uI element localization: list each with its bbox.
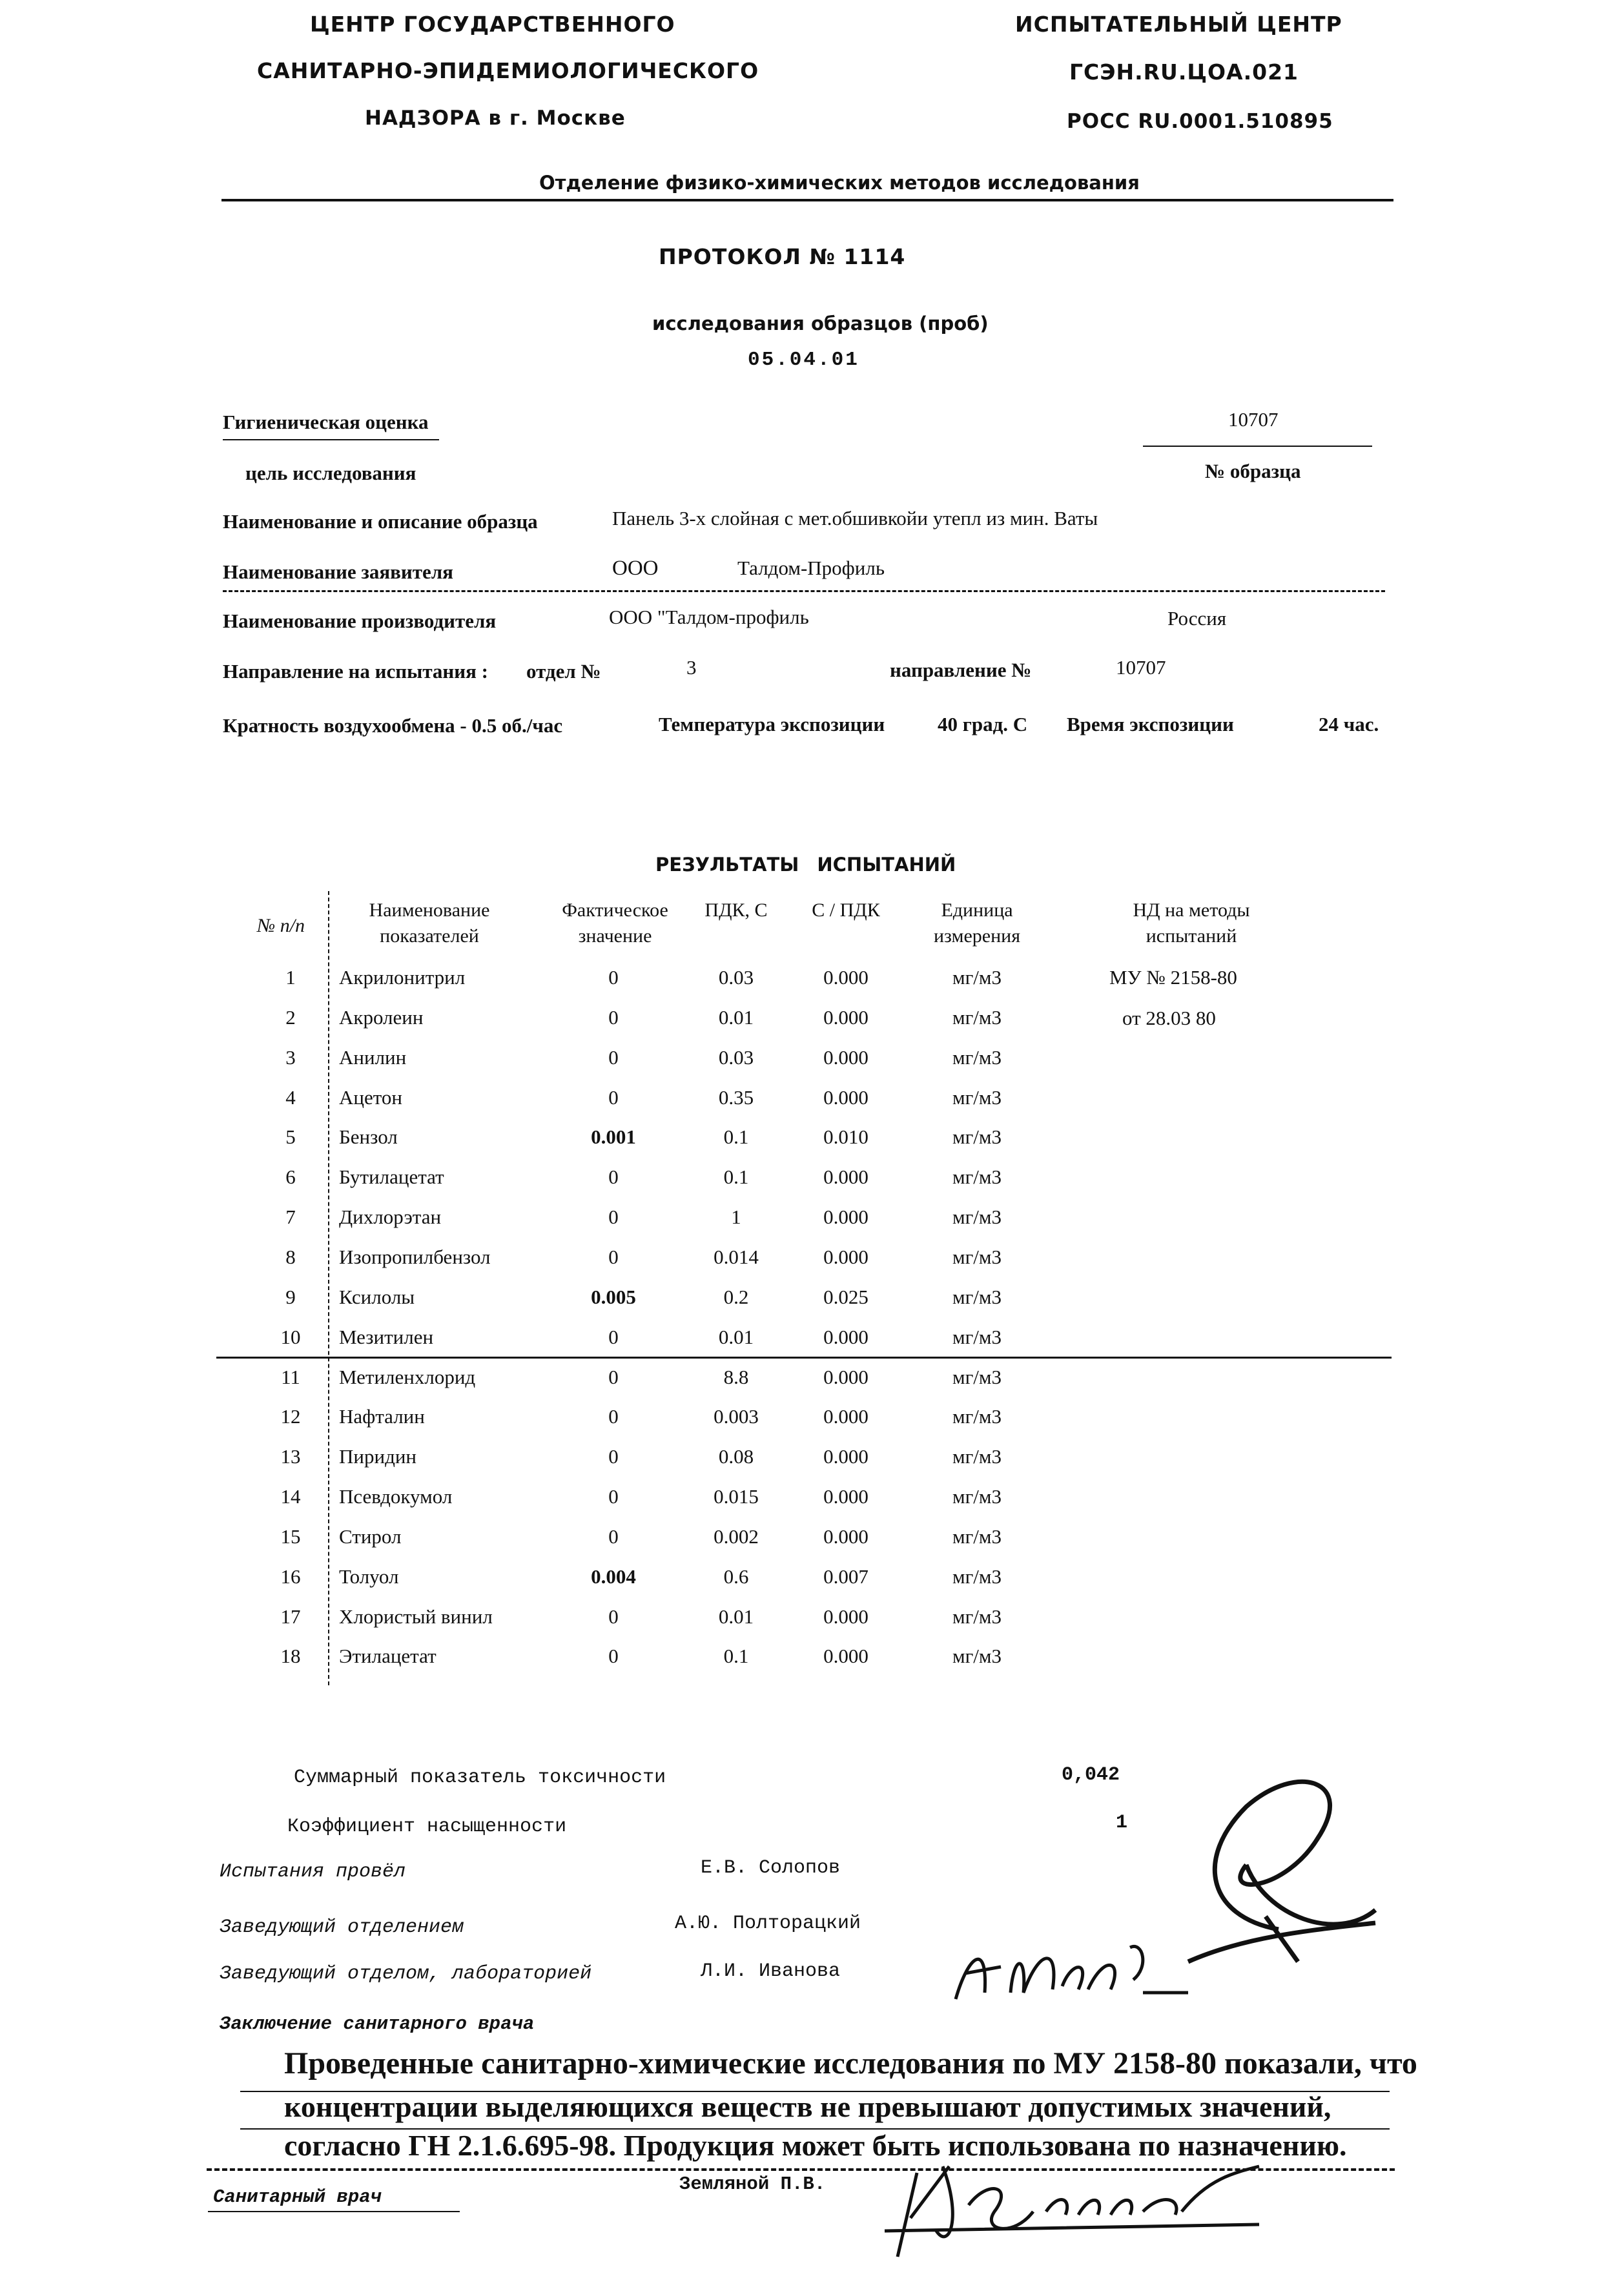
number-underline xyxy=(1143,446,1372,447)
row-pdk-value: 0.01 xyxy=(718,1325,754,1348)
row-unit: мг/м3 xyxy=(952,1525,1002,1548)
row-name: Псевдокумол xyxy=(339,1485,453,1508)
row-ratio-value: 0.000 xyxy=(823,1045,869,1069)
row-name: Дихлорэтан xyxy=(339,1206,442,1229)
row-unit: мг/м3 xyxy=(952,1085,1002,1109)
doctor-underline xyxy=(208,2211,460,2212)
row-ratio-value: 0.000 xyxy=(823,1405,869,1428)
row-unit: мг/м3 xyxy=(952,1445,1002,1468)
protocol-title: ПРОТОКОЛ № 1114 xyxy=(659,244,906,269)
conclusion-line-1: Проведенные санитарно-химические исследования по МУ 2158-80 показали, что xyxy=(284,2046,1417,2080)
temp-value: 40 град. С xyxy=(938,713,1028,735)
row-fact-value: 0.001 xyxy=(591,1125,636,1149)
time-value: 24 час. xyxy=(1319,713,1379,735)
header-divider xyxy=(221,199,1393,201)
row-name: Ксилолы xyxy=(339,1285,415,1308)
col-number: № п/п xyxy=(256,915,305,936)
row-pdk-value: 0.2 xyxy=(723,1285,749,1308)
row-pdk-value: 8.8 xyxy=(723,1365,749,1388)
row-number: 6 xyxy=(285,1166,296,1189)
row-fact-value: 0 xyxy=(608,1605,619,1628)
row-name: Хлористый винил xyxy=(339,1605,493,1628)
head-dept-name: А.Ю. Полторацкий xyxy=(675,1913,861,1935)
row-number: 2 xyxy=(285,1005,296,1029)
row-name: Мезитилен xyxy=(339,1325,434,1348)
saturation-label: Коэффициент насыщенности xyxy=(287,1816,567,1838)
hygiene-label: Гигиеническая оценка xyxy=(223,411,429,433)
row-unit: мг/м3 xyxy=(952,1645,1002,1668)
row-ratio-value: 0.010 xyxy=(823,1125,869,1149)
sample-label: Наименование и описание образца xyxy=(223,510,538,533)
row-fact-value: 0 xyxy=(608,1645,619,1668)
row-ratio-value: 0.000 xyxy=(823,966,869,989)
row-fact-value: 0 xyxy=(608,1525,619,1548)
row-unit: мг/м3 xyxy=(952,1166,1002,1189)
row-fact-value: 0.004 xyxy=(591,1565,636,1588)
signature-head-dept xyxy=(949,1928,1195,2012)
row-ratio-value: 0.000 xyxy=(823,1085,869,1109)
sample-no-label: № образца xyxy=(1205,460,1301,482)
protocol-date: 05.04.01 xyxy=(748,349,859,371)
row-ratio-value: 0.000 xyxy=(823,1365,869,1388)
applicant-name: Талдом-Профиль xyxy=(737,557,885,579)
direction-no-label: направление № xyxy=(890,659,1032,681)
row-pdk-value: 0.015 xyxy=(714,1485,759,1508)
org-line-1: ЦЕНТР ГОСУДАРСТВЕННОГО xyxy=(310,12,675,37)
org-line-2: САНИТАРНО-ЭПИДЕМИОЛОГИЧЕСКОГО xyxy=(257,58,759,83)
row-pdk-value: 0.002 xyxy=(714,1525,759,1548)
tested-name: Е.В. Солопов xyxy=(701,1857,841,1879)
row-number: 14 xyxy=(280,1485,301,1508)
row-unit: мг/м3 xyxy=(952,966,1002,989)
row-name: Бутилацетат xyxy=(339,1166,444,1189)
row-ratio-value: 0.000 xyxy=(823,1166,869,1189)
table-column-rule xyxy=(328,891,329,1685)
col-ratio: С / ПДК xyxy=(812,899,880,921)
row-ratio-value: 0.007 xyxy=(823,1565,869,1588)
dept-label: отдел № xyxy=(526,660,601,683)
table-page-divider xyxy=(216,1357,1392,1359)
hygiene-underline xyxy=(223,439,439,440)
col-pdk: ПДК, С xyxy=(704,899,768,921)
row-pdk-value: 0.01 xyxy=(718,1005,754,1029)
row-number: 15 xyxy=(280,1525,301,1548)
center-line-3: РОСС RU.0001.510895 xyxy=(1067,110,1333,133)
row-number: 12 xyxy=(280,1405,301,1428)
col-unit: Единица измерения xyxy=(933,899,1020,947)
conclusion-line-2: концентрации выделяющихся веществ не превышают допустимых значений, xyxy=(284,2090,1331,2123)
department-title: Отделение физико-химических методов исследования xyxy=(539,172,1140,194)
manufacturer-value: ООО "Талдом-профиль xyxy=(609,606,809,628)
row-pdk-value: 0.1 xyxy=(723,1645,749,1668)
row-pdk-value: 0.003 xyxy=(714,1405,759,1428)
row-number: 13 xyxy=(280,1445,301,1468)
col-name: Наименование показателей xyxy=(369,899,490,947)
row-name: Акрилонитрил xyxy=(339,966,466,989)
head-dept-label: Заведующий отделением xyxy=(220,1916,464,1938)
row-ratio-value: 0.025 xyxy=(823,1285,869,1308)
row-ratio-value: 0.000 xyxy=(823,1445,869,1468)
center-line-1: ИСПЫТАТЕЛЬНЫЙ ЦЕНТР xyxy=(1015,12,1342,37)
row-fact-value: 0 xyxy=(608,966,619,989)
row-unit: мг/м3 xyxy=(952,1285,1002,1308)
row-pdk-value: 0.03 xyxy=(718,1045,754,1069)
row-pdk-value: 0.03 xyxy=(718,966,754,989)
row-unit: мг/м3 xyxy=(952,1045,1002,1069)
row-ratio-value: 0.000 xyxy=(823,1525,869,1548)
row-number: 3 xyxy=(285,1045,296,1069)
row-fact-value: 0 xyxy=(608,1085,619,1109)
row-fact-value: 0 xyxy=(608,1325,619,1348)
row-fact-value: 0 xyxy=(608,1245,619,1268)
applicant-divider xyxy=(223,590,1385,592)
hygiene-number: 10707 xyxy=(1228,408,1279,431)
method-ref-1: МУ № 2158-80 xyxy=(1109,966,1237,989)
row-ratio-value: 0.000 xyxy=(823,1005,869,1029)
signature-tested xyxy=(1169,1768,1388,1975)
row-name: Толуол xyxy=(339,1565,399,1588)
time-label: Время экспозиции xyxy=(1067,713,1234,735)
row-unit: мг/м3 xyxy=(952,1605,1002,1628)
row-pdk-value: 0.014 xyxy=(714,1245,759,1268)
row-ratio-value: 0.000 xyxy=(823,1645,869,1668)
row-pdk-value: 0.1 xyxy=(723,1125,749,1149)
row-name: Пиридин xyxy=(339,1445,417,1468)
row-fact-value: 0 xyxy=(608,1045,619,1069)
row-number: 16 xyxy=(280,1565,301,1588)
conclusion-label: Заключение санитарного врача xyxy=(220,2013,535,2035)
row-name: Акролеин xyxy=(339,1005,424,1029)
row-ratio-value: 0.000 xyxy=(823,1206,869,1229)
row-ratio-value: 0.000 xyxy=(823,1245,869,1268)
temp-label: Температура экспозиции xyxy=(659,713,885,735)
dept-value: 3 xyxy=(686,656,697,679)
row-number: 9 xyxy=(285,1285,296,1308)
row-number: 8 xyxy=(285,1245,296,1268)
row-fact-value: 0 xyxy=(608,1005,619,1029)
results-title: РЕЗУЛЬТАТЫ ИСПЫТАНИЙ xyxy=(655,854,956,876)
row-fact-value: 0 xyxy=(608,1166,619,1189)
row-unit: мг/м3 xyxy=(952,1485,1002,1508)
head-lab-name: Л.И. Иванова xyxy=(701,1960,841,1982)
toxicity-label: Суммарный показатель токсичности xyxy=(294,1767,666,1789)
saturation-value: 1 xyxy=(1116,1812,1128,1834)
row-fact-value: 0.005 xyxy=(591,1285,636,1308)
row-name: Этилацетат xyxy=(339,1645,437,1668)
row-unit: мг/м3 xyxy=(952,1365,1002,1388)
col-method: НД на методы испытаний xyxy=(1133,899,1250,947)
row-number: 18 xyxy=(280,1645,301,1668)
doctor-name: Земляной П.В. xyxy=(679,2173,826,2195)
row-ratio-value: 0.000 xyxy=(823,1325,869,1348)
manufacturer-label: Наименование производителя xyxy=(223,610,497,632)
protocol-subtitle: исследования образцов (проб) xyxy=(652,313,989,334)
direction-no-value: 10707 xyxy=(1116,656,1166,679)
row-unit: мг/м3 xyxy=(952,1125,1002,1149)
doctor-signature xyxy=(872,2153,1272,2263)
row-unit: мг/м3 xyxy=(952,1325,1002,1348)
row-number: 10 xyxy=(280,1325,301,1348)
row-unit: мг/м3 xyxy=(952,1206,1002,1229)
row-name: Стирол xyxy=(339,1525,402,1548)
row-number: 11 xyxy=(281,1365,300,1388)
purpose-label: цель исследования xyxy=(245,462,416,484)
applicant-org: ООО xyxy=(612,557,659,580)
conclusion-line-3: согласно ГН 2.1.6.695-98. Продукция может быть использована по назначению. xyxy=(284,2129,1347,2162)
row-number: 17 xyxy=(280,1605,301,1628)
air-exchange: Кратность воздухообмена - 0.5 об./час xyxy=(223,714,563,737)
row-fact-value: 0 xyxy=(608,1405,619,1428)
center-line-2: ГСЭН.RU.ЦОА.021 xyxy=(1069,59,1299,85)
sample-value: Панель 3-х слойная с мет.обшивкойи утепл из мин. Ваты xyxy=(612,507,1098,529)
row-pdk-value: 0.01 xyxy=(718,1605,754,1628)
row-fact-value: 0 xyxy=(608,1206,619,1229)
toxicity-value: 0,042 xyxy=(1062,1764,1120,1786)
row-number: 4 xyxy=(285,1085,296,1109)
row-unit: мг/м3 xyxy=(952,1005,1002,1029)
row-unit: мг/м3 xyxy=(952,1245,1002,1268)
row-pdk-value: 1 xyxy=(731,1206,741,1229)
applicant-label: Наименование заявителя xyxy=(223,560,453,583)
row-name: Метиленхлорид xyxy=(339,1365,476,1388)
row-name: Ацетон xyxy=(339,1085,402,1109)
manufacturer-country: Россия xyxy=(1167,607,1227,630)
row-name: Бензол xyxy=(339,1125,398,1149)
head-lab-label: Заведующий отделом, лабораторией xyxy=(220,1963,592,1985)
direction-label: Направление на испытания : xyxy=(223,660,488,683)
row-number: 5 xyxy=(285,1125,296,1149)
method-ref-2: от 28.03 80 xyxy=(1122,1007,1216,1029)
row-name: Нафталин xyxy=(339,1405,425,1428)
row-pdk-value: 0.1 xyxy=(723,1166,749,1189)
row-number: 7 xyxy=(285,1206,296,1229)
doctor-label: Санитарный врач xyxy=(213,2186,382,2208)
tested-label: Испытания провёл xyxy=(220,1861,406,1883)
row-number: 1 xyxy=(285,966,296,989)
row-fact-value: 0 xyxy=(608,1485,619,1508)
row-ratio-value: 0.000 xyxy=(823,1485,869,1508)
row-pdk-value: 0.08 xyxy=(718,1445,754,1468)
row-fact-value: 0 xyxy=(608,1445,619,1468)
row-ratio-value: 0.000 xyxy=(823,1605,869,1628)
org-line-3: НАДЗОРА в г. Москве xyxy=(365,107,626,130)
row-unit: мг/м3 xyxy=(952,1565,1002,1588)
row-pdk-value: 0.6 xyxy=(723,1565,749,1588)
row-name: Изопропилбензол xyxy=(339,1245,491,1268)
row-name: Анилин xyxy=(339,1045,407,1069)
row-fact-value: 0 xyxy=(608,1365,619,1388)
row-pdk-value: 0.35 xyxy=(718,1085,754,1109)
col-fact: Фактическое значение xyxy=(562,899,668,947)
row-unit: мг/м3 xyxy=(952,1405,1002,1428)
